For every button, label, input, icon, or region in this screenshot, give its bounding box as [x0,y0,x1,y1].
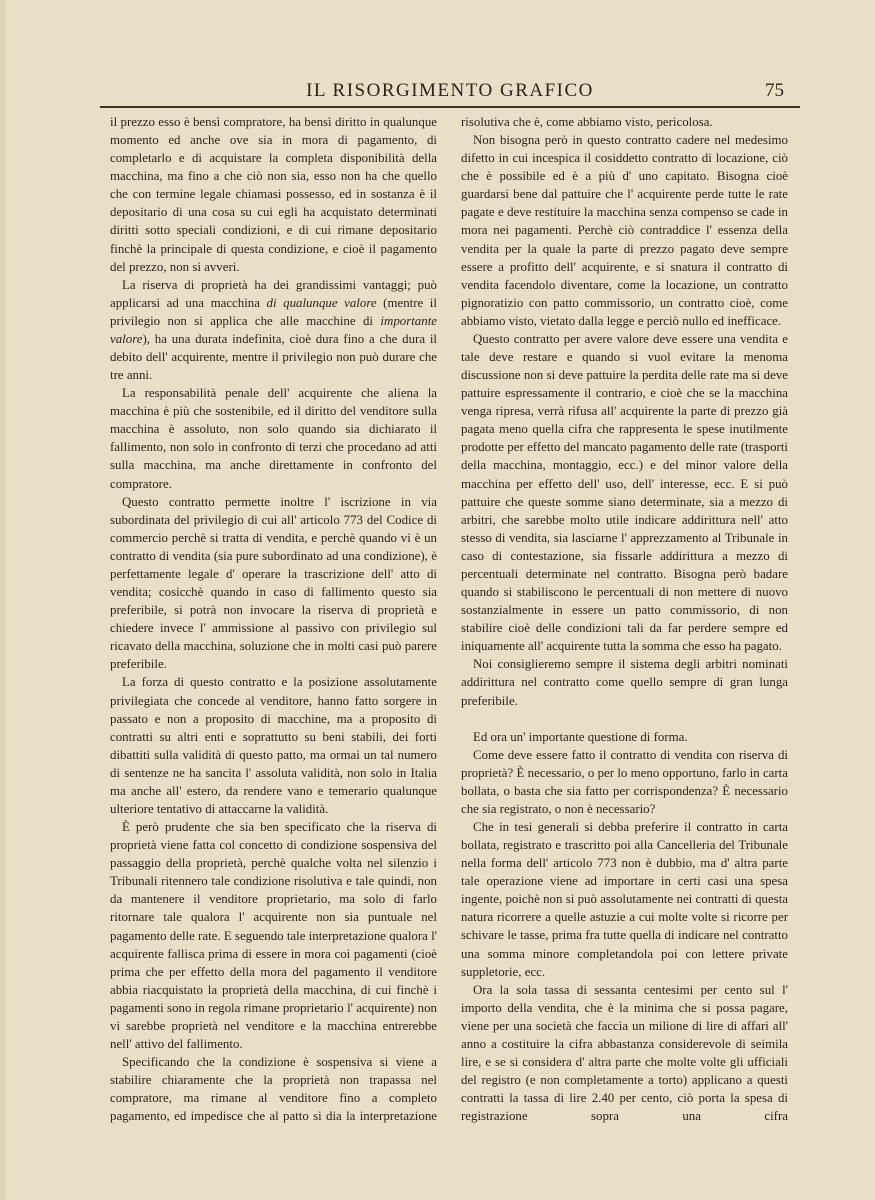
paragraph: Come deve essere fatto il contratto di vendita con riserva di proprietà? È necessario, o per lo meno opportuno, farlo in carta bollata, o basta che sia fatto per corrispondenza? È necessario che sia registrato, o non è necessario? [461,747,788,816]
page-header [100,80,800,108]
italic-text: importante valore [110,313,437,346]
paragraph: La forza di questo contratto e la posizione assolutamente privilegiata che concede al venditore, hanno fatto sorgere in passato e non a proposito di macchine, ma a proposito di contratti su altri enti e soprattutto su beni stabili, dei forti dibattiti sulla validità di questo patto, ma ormai un tal numero di sentenze ne ha sancita l' assoluta validità, non solo in Italia ma anche all' estero, da rendere vano e temerario qualunque ulteriore tentativo di attaccarne la validità. [110,675,437,816]
text-run: (mentre il privilegio non si applica che alle macchine di [110,295,437,328]
paragraph: Specificando che la condizione è sospensiva si viene a stabilire chiaramente che la proprietà non trapassa nel compratore, ma rimane al venditore fino a completo pagamento, ed impedisce che al patto si dia la interpretazione [110,1055,437,1124]
paragraph: Che in tesi generali si debba preferire il contratto in carta bollata, registrato e trascritto poi alla Cancelleria del Tribunale nella forma dell' articolo 773 non è dubbio, ma d' altra parte tale operazione viene ad importare in certi casi una spesa ingente, poichè non si può assolutamente nei contratti di questa natura ricorrere a quelle astuzie a cui molte volte si ricorre per schivare le tasse, prima fra tutte quella di indicare nel contratto una somma minore completandola poi con lettere private suppletorie, ecc. [461,819,788,979]
text-run: La riserva di proprietà ha dei grandissimi vantaggi; può applicarsi ad una macchina [110,277,437,310]
paragraph: il prezzo esso è bensì compratore, ha bensì diritto in qualunque momento ed anche ove sia in mora di pagamento, di completarlo e di acquistare la completa disponibilità della macchina, ma fino a che ciò non sia, esso non ha che quello che con termine legale chiamasi possesso, ed in sostanza è il depositario di una cosa su cui egli ha acquistato determinati diritti sotto speciali condizioni, e di cui rimane depositario finchè la principale di questa condizione, e cioè il pagamento del prezzo, non si avveri. [110,115,437,274]
paragraph: È però prudente che sia ben specificato che la riserva di proprietà viene fatta col concetto di condizione sospensiva del passaggio della proprietà, perchè qualche volta nel silenzio i Tribunali ritennero tale condizione risolutiva e tale quindi, non da mantenere il venditore proprietario, ma solo di farlo ritornare tale qualora l' acquirente non sia puntuale nel pagamento delle rate. E seguendo tale interpretazione qualora l' acquirente fallisca prima di essere in mora coi pagamenti (cioè prima che per effetto della mora del pagamento il venditore abbia riacquistato la proprietà della macchina, di cui finchè i pagamenti sono in regola rimane proprietario l' acquirente) non vi sarebbe proprietà nel venditore e la macchina entrerebbe nell' attivo del fallimento. [110,820,437,1051]
paragraph: Questo contratto per avere valore deve essere una vendita e tale deve restare e quando si vuol evitare la menoma discussione non si deve pattuire la perdita delle rate ma si deve pattuire espressamente il contrario, e cioè che se la macchina venga ripresa, verrà rifusa all' acquirente la parte di prezzo già pagata meno quella cifra che rappresenta le spese inutilmente prodotte per effetto del mancato pagamento delle rate (trasporti della macchina, montaggio, ecc.) e del minor valore della macchina per effetto dell' uso, dell' interesse, ecc. E si può pattuire che queste somme siano determinate, sia a mezzo di arbitri, che sarebbe molto utile indicare addirittura nell' atto stesso di vendita, sia lasciarne l' apprezzamento al Tribunale in caso di contestazione, sia fissarle addirittura a mezzo di percentuali determinate nel contratto. Bisogna però badare quando si stabiliscono le percentuali di non mettere di nuovo sostanzialmente in essere un patto commissorio, di non stabilire cioè delle condizioni tali da far perdere sempre ed iniquamente all' acquirente tutta la somma che esso ha pagato. [461,331,788,654]
right-column [461,113,788,1125]
section-intro: Ed ora un' importante questione di forma. [473,729,688,744]
paragraph: Questo contratto permette inoltre l' iscrizione in via subordinata del privilegio di cui all' articolo 773 del Codice di commercio perchè si tratta di vendita, e perchè quando vi è un contratto di vendita (sia pure subordinato ad una condizione), è perfettamente legale d' operare la trascrizione dell' atto di vendita; cosicchè quando in caso di fallimento questo sia preferibile, si potrà non invocare la riserva di proprietà e chiedere invece l' ammissione al passivo con privilegio sul ricavato della macchina, soluzione che in molti casi può parere preferibile. [110,494,437,672]
page-edge [0,0,6,1200]
text-run: ), ha una durata indefinita, cioè dura fino a che dura il debito dell' acquirente, mentre il privilegio non può durare che tre anni. [110,331,437,383]
paragraph: Non bisogna però in questo contratto cadere nel medesimo difetto in cui incespica il cosiddetto contratto di locazione, ciò che è possibile ed è a più d' uno capitato. Bisogna cioè guardarsi bene dal pattuire che l' acquirente perde tutte le rate pagate e deve restituire la macchina senza compenso se cade in mora nei pagamenti. Perchè ciò contraddice l' essenza della vendita per la quale la parte di prezzo pagato deve sempre essere a profitto dell' acquirente, e si snatura il contratto di vendita facendolo diventare, come la locazione, un contratto pignoratizio con patto commissorio, un contratto cioè, come abbiamo visto, vietato dalla legge e perciò nullo ed inefficace. [461,133,788,328]
paragraph: Ora la sola tassa di sessanta centesimi per cento sul l' importo della vendita, che è la minima che si possa pagare, viene per una società che faccia un milione di lire di affari all' anno a costituire la cifra abbastanza considerevole di seimila lire, e se si considera d' altra parte che molte volte gli ufficiali del registro (e non completamente a torto) applicano a questi contratti la tassa di lire 2.40 per cento, ciò porta la spesa di registrazione sopra una cifra [461,982,788,1124]
paragraph: La responsabilità penale dell' acquirente che aliena la macchina è più che sostenibile, ed il diritto del venditore sulla macchina è assoluto, non solo quando sia dichiarato il fallimento, non solo in confronto di terzi che procedano ad atti sulla macchina, ma anche direttamente in confronto del compratore. [110,386,437,491]
running-title: IL RISORGIMENTO GRAFICO [306,80,594,101]
left-column [110,113,437,1125]
paragraph: Noi consiglieremo sempre il sistema degli arbitri nominati addirittura nel contratto come quello sempre di gran lunga preferibile. [461,657,788,708]
paragraph [110,276,437,384]
paragraph: risolutiva che è, come abbiamo visto, pericolosa. [461,115,713,129]
italic-text: di qualunque valore [266,295,377,310]
page-number: 75 [765,80,784,101]
